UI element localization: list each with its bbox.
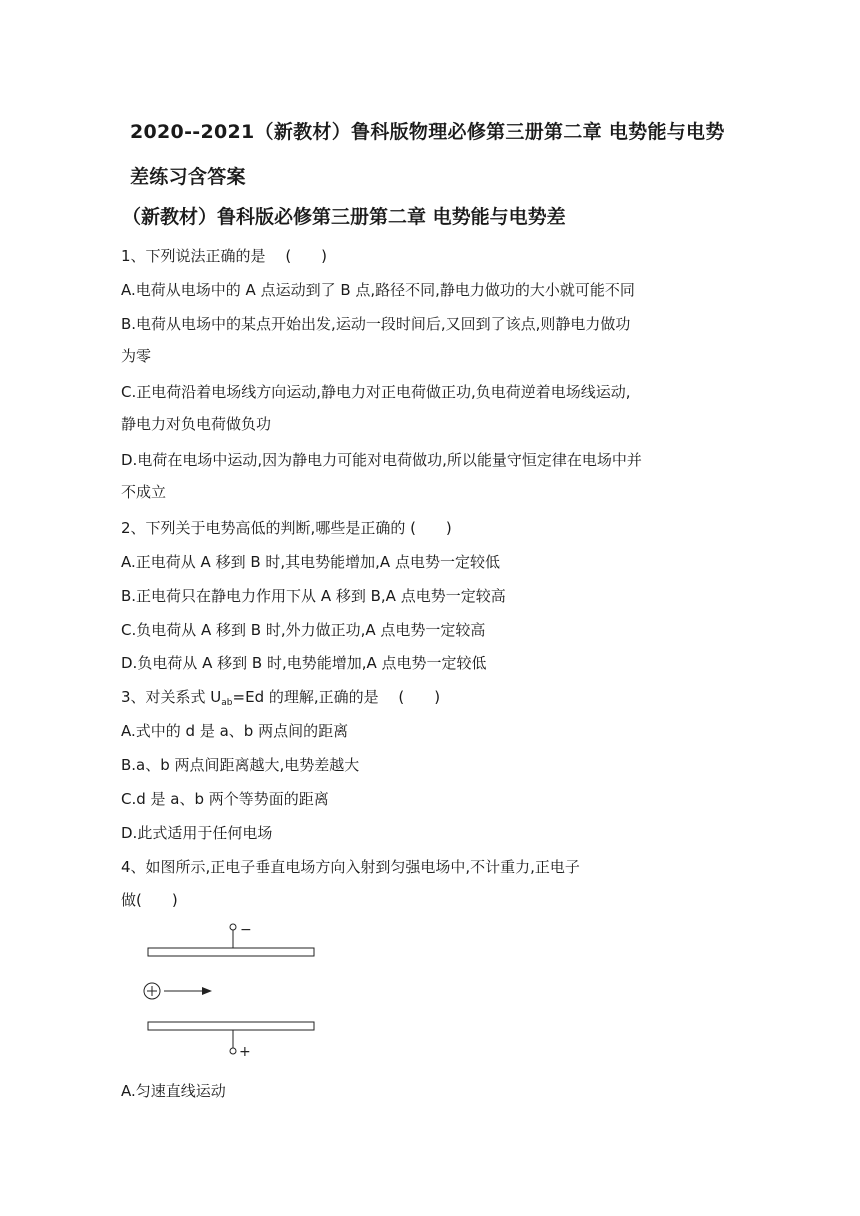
question-3-stem-subscript: ab <box>221 698 233 708</box>
question-1-option-c-line-2: 静电力对负电荷做负功 <box>121 415 272 433</box>
top-plate <box>148 948 314 956</box>
question-1-stem: 1、下列说法正确的是 ( ) <box>121 247 328 265</box>
question-1-option-d-line-2: 不成立 <box>121 483 167 501</box>
question-3-option-b: B.a、b 两点间距离越大,电势差越大 <box>121 756 360 774</box>
question-3-option-c: C.d 是 a、b 两个等势面的距离 <box>121 790 329 808</box>
bottom-plate <box>148 1022 314 1030</box>
question-2-option-b: B.正电荷只在静电力作用下从 A 移到 B,A 点电势一定较高 <box>121 587 506 605</box>
question-4-stem-line-2: 做( ) <box>121 891 178 909</box>
question-1-option-b-line-1: B.电荷从电场中的某点开始出发,运动一段时间后,又回到了该点,则静电力做功 <box>121 315 631 333</box>
question-2-stem: 2、下列关于电势高低的判断,哪些是正确的 ( ) <box>121 519 452 537</box>
top-terminal-sign: − <box>240 922 252 938</box>
section-subtitle: （新教材）鲁科版必修第三册第二章 电势能与电势差 <box>122 206 566 228</box>
velocity-arrowhead <box>202 987 212 995</box>
document-title-line-2: 差练习含答案 <box>130 166 246 188</box>
bottom-terminal-node <box>230 1048 236 1054</box>
bottom-terminal-sign: + <box>239 1044 251 1060</box>
question-2-option-a: A.正电荷从 A 移到 B 时,其电势能增加,A 点电势一定较低 <box>121 553 500 571</box>
question-1-option-a: A.电荷从电场中的 A 点运动到了 B 点,路径不同,静电力做功的大小就可能不同 <box>121 281 635 299</box>
question-2-option-d: D.负电荷从 A 移到 B 时,电势能增加,A 点电势一定较低 <box>121 654 487 672</box>
question-4-option-a: A.匀速直线运动 <box>121 1082 226 1100</box>
question-3-stem-prefix: 3、对关系式 U <box>121 688 222 706</box>
question-1-option-d-line-1: D.电荷在电场中运动,因为静电力可能对电荷做功,所以能量守恒定律在电场中并 <box>121 451 642 469</box>
question-3-stem-suffix: =Ed 的理解,正确的是 ( ) <box>232 688 441 706</box>
question-3-stem <box>121 687 440 713</box>
question-3-option-d: D.此式适用于任何电场 <box>121 824 273 842</box>
question-1-option-b-line-2: 为零 <box>121 347 152 365</box>
top-terminal-node <box>230 924 236 930</box>
question-3-option-a: A.式中的 d 是 a、b 两点间的距离 <box>121 722 349 740</box>
capacitor-plates-diagram <box>140 918 330 1060</box>
question-4-stem-line-1: 4、如图所示,正电子垂直电场方向入射到匀强电场中,不计重力,正电子 <box>121 858 580 876</box>
document-title-line-1: 2020--2021（新教材）鲁科版物理必修第三册第二章 电势能与电势 <box>130 121 725 143</box>
question-1-option-c-line-1: C.正电荷沿着电场线方向运动,静电力对正电荷做正功,负电荷逆着电场线运动, <box>121 383 631 401</box>
question-2-option-c: C.负电荷从 A 移到 B 时,外力做正功,A 点电势一定较高 <box>121 621 486 639</box>
